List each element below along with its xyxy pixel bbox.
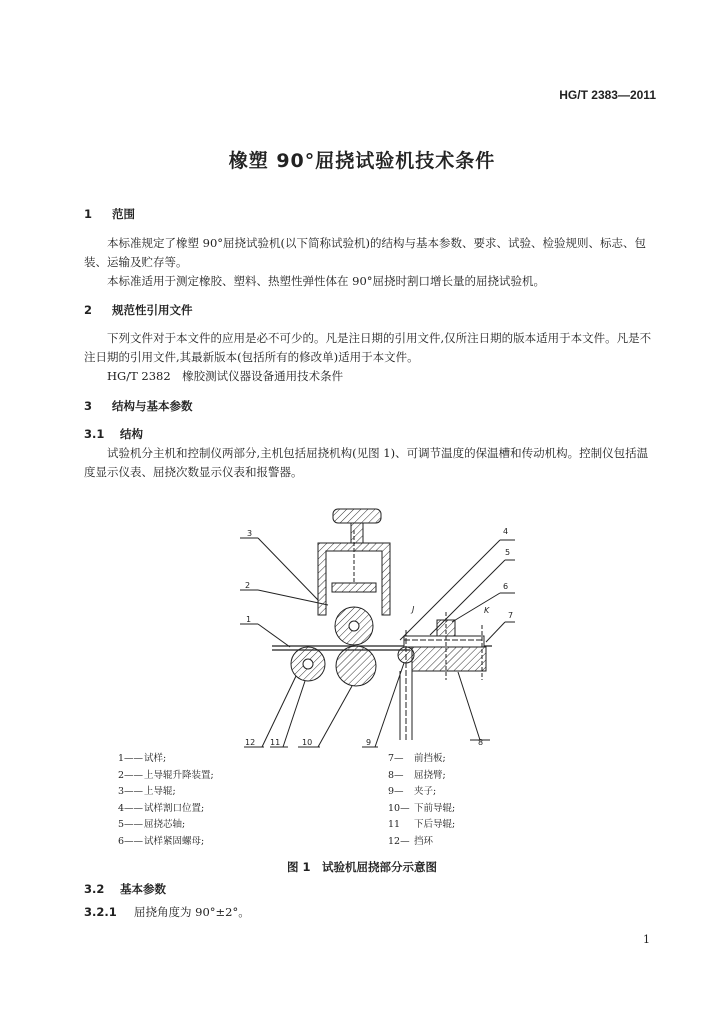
flex-mechanism-diagram [230, 505, 530, 755]
legend-item: 1——试样; [118, 753, 167, 764]
legend-item: 12— 挡环 [388, 835, 434, 847]
adjust-knob [333, 509, 381, 523]
label-10: 10 [302, 738, 313, 747]
section-2-heading [84, 302, 193, 318]
legend-item: 4——试样割口位置; [118, 802, 205, 814]
section-number: 3 [84, 399, 93, 413]
label-11: 11 [270, 738, 281, 747]
flex-arm [412, 647, 486, 671]
legend-item: 10— 下前导辊; [388, 802, 456, 814]
label-4: 4 [503, 527, 509, 536]
label-7: 7 [508, 611, 514, 620]
paragraph-structure: 试验机分主机和控制仪两部分,主机包括屈挠机构(见图 1)、可调节温度的保温槽和传动机构。控制仪包括温度显示仪表、屈挠次数显示仪表和报警器。 [84, 446, 649, 479]
paragraph-references: 下列文件对于本文件的应用是必不可少的。凡是注日期的引用文件,仅所注日期的版本适用于本文件。凡是不注日期的引用文件,其最新版本(包括所有的修改单)适用于本文件。 [84, 331, 652, 364]
clause-text: 屈挠角度为 90°±2°。 [134, 905, 250, 919]
legend-item: 7— 前挡板; [388, 753, 446, 764]
paragraph-reference-item: HG/T 2382 橡胶测试仪器设备通用技术条件 [107, 369, 344, 383]
section-3-heading [84, 398, 193, 414]
legend-left [118, 751, 358, 850]
legend-right [388, 751, 588, 850]
label-9: 9 [366, 738, 372, 747]
label-K: K [484, 606, 490, 615]
label-6: 6 [503, 582, 509, 591]
section-3-2-1 [84, 904, 250, 920]
label-J: J [412, 605, 415, 614]
legend-item: 2——上导辊升降装置; [118, 769, 214, 781]
section-title: 规范性引用文件 [112, 303, 193, 317]
section-number: 2 [84, 303, 93, 317]
section-title: 结构 [120, 427, 143, 441]
section-title: 范围 [112, 207, 135, 221]
section-number: 3.2.1 [84, 905, 117, 919]
lower-front-roller [336, 646, 376, 686]
label-1: 1 [246, 615, 252, 624]
legend-item: 11 下后导辊; [388, 819, 456, 830]
legend-item: 3——上导辊; [118, 786, 176, 797]
section-number: 3.2 [84, 882, 105, 896]
paragraph-applicability: 本标准适用于测定橡胶、塑料、热塑性弹性体在 90°屈挠时割口增长量的屈挠试验机。 [107, 274, 546, 288]
section-number: 1 [84, 207, 93, 221]
legend-item: 9— 夹子; [388, 786, 437, 797]
section-number: 3.1 [84, 427, 105, 441]
section-3-1-heading [84, 426, 143, 442]
section-3-2-heading [84, 881, 166, 897]
figure-caption: 图 1 试验机屈挠部分示意图 [286, 860, 437, 874]
legend-item: 5——屈挠芯轴; [118, 819, 186, 830]
document-title: 橡塑 90°屈挠试验机技术条件 [228, 150, 496, 172]
legend-item: 8— 屈挠臂; [388, 769, 446, 781]
paragraph-scope: 本标准规定了橡塑 90°屈挠试验机(以下简称试验机)的结构与基本参数、要求、试验、检验规则、标志、包装、运输及贮存等。 [84, 236, 647, 269]
label-8: 8 [478, 738, 484, 747]
label-3: 3 [247, 529, 253, 538]
label-12: 12 [245, 738, 256, 747]
section-title: 基本参数 [120, 882, 166, 896]
section-1-heading [84, 206, 135, 222]
standard-code: HG/T 2383—2011 [559, 88, 656, 102]
label-2: 2 [245, 581, 251, 590]
legend-item: 6——试样紧固螺母; [118, 835, 205, 847]
page-number: 1 [643, 933, 650, 946]
section-title: 结构与基本参数 [112, 399, 193, 413]
label-5: 5 [505, 548, 511, 557]
